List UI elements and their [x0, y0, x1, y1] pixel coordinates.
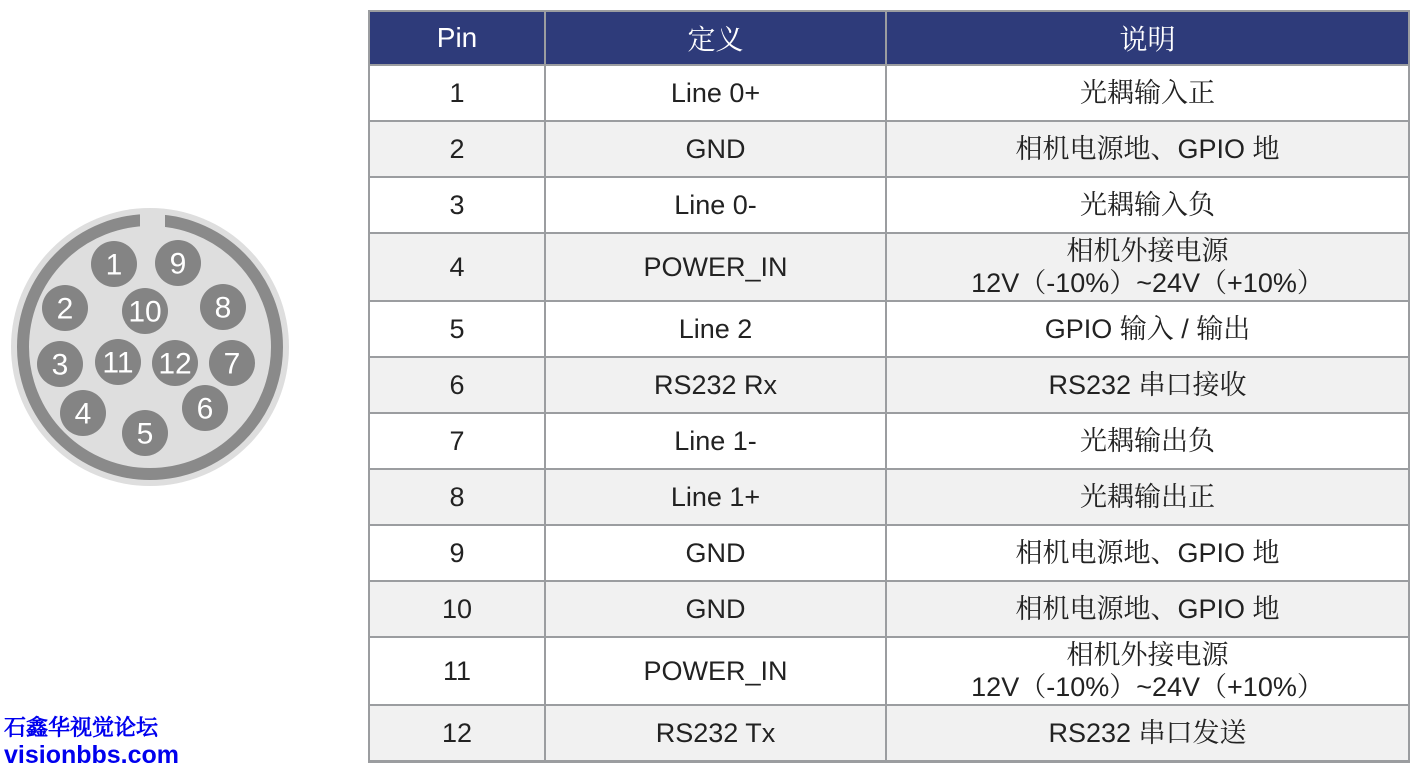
table-row-pin-8	[369, 469, 1409, 525]
connector-pin-5	[122, 410, 168, 456]
table-row-pin-3	[369, 177, 1409, 233]
pin-number-label: 9	[169, 247, 187, 281]
description-cell	[886, 121, 1409, 177]
definition-cell: POWER_IN	[545, 637, 886, 705]
description-line: RS232 串口发送	[1048, 717, 1247, 748]
pin-number-cell: 5	[369, 301, 545, 357]
table-row-pin-12	[369, 705, 1409, 762]
table-row-pin-11	[369, 637, 1409, 705]
table-row-pin-7	[369, 413, 1409, 469]
pin-number-label: 1	[105, 248, 123, 282]
connector-pin-6	[182, 385, 228, 431]
table-row-pin-1	[369, 65, 1409, 121]
pin-number-label: 7	[223, 347, 241, 381]
description-line: 相机电源地、GPIO 地	[1015, 593, 1280, 624]
description-line: 相机电源地、GPIO 地	[1015, 133, 1280, 164]
table-row-pin-5	[369, 301, 1409, 357]
table-row-pin-2	[369, 121, 1409, 177]
pin-number-label: 5	[136, 417, 154, 451]
pin-number-cell: 2	[369, 121, 545, 177]
pin-number-label: 12	[158, 347, 192, 381]
pin-number-cell: 3	[369, 177, 545, 233]
connector-keyway-gap	[140, 209, 165, 233]
description-line: 光耦输出负	[1080, 425, 1215, 456]
definition-cell: GND	[545, 581, 886, 637]
definition-cell: Line 1+	[545, 469, 886, 525]
pin-number-cell: 11	[369, 637, 545, 705]
definition-cell: RS232 Tx	[545, 705, 886, 762]
pin-number-cell: 12	[369, 705, 545, 762]
description-line: 光耦输出正	[1080, 481, 1215, 512]
description-line: 光耦输入正	[1080, 77, 1215, 108]
connector-diagram	[0, 197, 300, 497]
description-line: 12V（-10%）~24V（+10%）	[971, 268, 1324, 298]
definition-cell: RS232 Rx	[545, 357, 886, 413]
definition-cell: POWER_IN	[545, 233, 886, 301]
pin-number-label: 4	[74, 397, 92, 431]
table-row-pin-4	[369, 233, 1409, 301]
pinout-table	[368, 10, 1410, 763]
pin-number-cell: 1	[369, 65, 545, 121]
pin-number-cell: 6	[369, 357, 545, 413]
connector-pin-10	[122, 288, 168, 334]
description-cell	[886, 357, 1409, 413]
pin-number-label: 3	[51, 348, 69, 382]
description-cell	[886, 637, 1409, 705]
description-line: 相机外接电源	[1066, 639, 1229, 670]
connector-pin-8	[200, 284, 246, 330]
pin-number-label: 6	[196, 392, 214, 426]
description-cell	[886, 177, 1409, 233]
connector-pin-1	[91, 241, 137, 287]
connector-pin-11	[95, 339, 141, 385]
description-cell	[886, 469, 1409, 525]
definition-cell: Line 1-	[545, 413, 886, 469]
column-header-definition: 定义	[545, 11, 886, 65]
pin-number-cell: 7	[369, 413, 545, 469]
definition-cell: Line 0-	[545, 177, 886, 233]
pin-number-cell: 10	[369, 581, 545, 637]
table-row-pin-10	[369, 581, 1409, 637]
description-line: 相机电源地、GPIO 地	[1015, 537, 1280, 568]
description-line: RS232 串口接收	[1048, 369, 1247, 400]
pin-number-label: 2	[56, 292, 74, 326]
table-row-pin-6	[369, 357, 1409, 413]
watermark-site-url: visionbbs.com	[4, 740, 180, 769]
watermark-site-name: 石鑫华视觉论坛	[4, 715, 159, 740]
description-line: 相机外接电源	[1066, 235, 1229, 266]
connector-pin-12	[152, 340, 198, 386]
column-header-description: 说明	[886, 11, 1409, 65]
description-cell	[886, 705, 1409, 762]
watermark	[4, 715, 179, 770]
description-cell	[886, 65, 1409, 121]
definition-cell: Line 2	[545, 301, 886, 357]
pin-number-label: 10	[128, 295, 162, 329]
table-row-pin-9	[369, 525, 1409, 581]
description-cell	[886, 525, 1409, 581]
definition-cell: GND	[545, 121, 886, 177]
table-header-row	[369, 11, 1409, 65]
description-cell	[886, 301, 1409, 357]
definition-cell: Line 0+	[545, 65, 886, 121]
definition-cell: GND	[545, 525, 886, 581]
connector-pin-9	[155, 240, 201, 286]
description-cell	[886, 233, 1409, 301]
connector-pin-7	[209, 340, 255, 386]
description-line: 12V（-10%）~24V（+10%）	[971, 672, 1324, 702]
pin-number-cell: 4	[369, 233, 545, 301]
pin-number-label: 11	[102, 346, 134, 380]
pin-number-cell: 8	[369, 469, 545, 525]
description-line: 光耦输入负	[1080, 189, 1215, 220]
pin-number-label: 8	[214, 291, 232, 325]
connector-pin-3	[37, 341, 83, 387]
description-line: GPIO 输入 / 输出	[1044, 313, 1251, 344]
connector-pin-2	[42, 285, 88, 331]
pin-number-cell: 9	[369, 525, 545, 581]
description-cell	[886, 413, 1409, 469]
description-cell	[886, 581, 1409, 637]
connector-pin-4	[60, 390, 106, 436]
column-header-pin: Pin	[369, 11, 545, 65]
